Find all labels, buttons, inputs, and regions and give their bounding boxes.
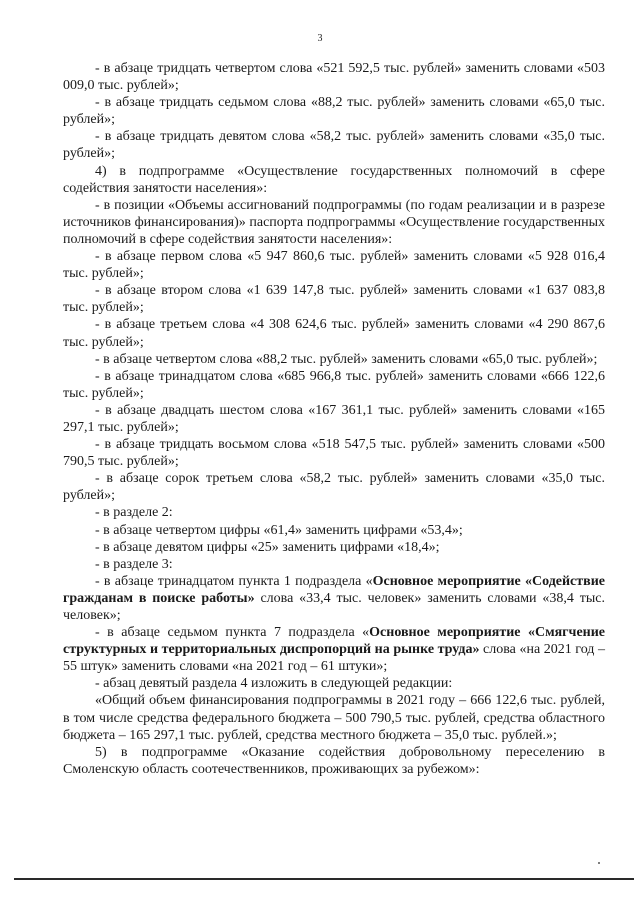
bottom-scan-edge — [14, 878, 634, 880]
paragraph-8: - в абзаце третьем слова «4 308 624,6 тыс. рублей» заменить словами «4 290 867,6 тыс. рублей»; — [63, 317, 605, 350]
paragraph-6: - в абзаце первом слова «5 947 860,6 тыс. рублей» заменить словами «5 928 016,4 тыс. рублей»; — [63, 249, 605, 282]
paragraph-1: - в абзаце тридцать четвертом слова «521 592,5 тыс. рублей» заменить словами «503 009,0 тыс. рублей»; — [63, 61, 605, 94]
paragraph-18: - в абзаце тринадцатом пункта 1 подраздела «Основное мероприятие «Содействие гражданам в поиске работы» слова «33,4 тыс. человек» заменить словами «38,4 тыс. человек»; — [63, 573, 605, 623]
paragraph-14: - в разделе 2: — [95, 505, 173, 521]
paragraph-21: «Общий объем финансирования подпрограммы в 2021 году – 666 122,6 тыс. рублей, в том числе средства федерального бюджета – 500 790,5 тыс. рублей, средства областного бюджета – 165 297,1 тыс. рублей, средства местного бюджета – 35,0 тыс. рублей.»; — [63, 693, 605, 743]
paragraph-4: 4) в подпрограмме «Осуществление государственных полномочий в сфере содействия занятости населения»: — [63, 163, 605, 196]
paragraph-10: - в абзаце тринадцатом слова «685 966,8 тыс. рублей» заменить словами «666 122,6 тыс. рублей»; — [63, 368, 605, 401]
paragraph-17: - в разделе 3: — [95, 556, 173, 572]
paragraph-16: - в абзаце девятом цифры «25» заменить цифрами «18,4»; — [95, 539, 440, 555]
paragraph-15: - в абзаце четвертом цифры «61,4» заменить цифрами «53,4»; — [95, 522, 463, 538]
paragraph-9: - в абзаце четвертом слова «88,2 тыс. рублей» заменить словами «65,0 тыс. рублей»; — [95, 351, 598, 367]
paragraph-22: 5) в подпрограмме «Оказание содействия добровольному переселению в Смоленскую область соотечественников, проживающих за рубежом»: — [63, 744, 605, 777]
paragraph-7: - в абзаце втором слова «1 639 147,8 тыс. рублей» заменить словами «1 637 083,8 тыс. рублей»; — [63, 283, 605, 316]
paragraph-3: - в абзаце тридцать девятом слова «58,2 тыс. рублей» заменить словами «35,0 тыс. рублей»; — [63, 129, 605, 162]
paragraph-19: - в абзаце седьмом пункта 7 подраздела «Основное мероприятие «Смягчение структурных и территориальных диспропорций на рынке труда» слова «на 2021 год – 55 штук» заменить словами «на 2021 год – 61 штуки»; — [63, 625, 606, 675]
paragraph-13: - в абзаце сорок третьем слова «58,2 тыс. рублей» заменить словами «35,0 тыс. рублей»; — [63, 471, 605, 504]
paragraph-5: - в позиции «Объемы ассигнований подпрограммы (по годам реализации и в разрезе источников финансирования)» паспорта подпрограммы «Осуществление государственных полномочий в сфере содействия занятости населения»: — [63, 197, 605, 247]
scan-speck — [598, 862, 600, 864]
paragraph-2: - в абзаце тридцать седьмом слова «88,2 тыс. рублей» заменить словами «65,0 тыс. рублей»; — [63, 95, 605, 128]
paragraph-12: - в абзаце тридцать восьмом слова «518 547,5 тыс. рублей» заменить словами «500 790,5 тыс. рублей»; — [63, 437, 605, 470]
bold-subsection-title: Основное мероприятие «Содействие гражданам в поиске работы» — [63, 573, 605, 606]
paragraph-20: - абзац девятый раздела 4 изложить в следующей редакции: — [95, 676, 453, 692]
document-body — [63, 60, 605, 778]
page-number: 3 — [317, 33, 323, 44]
paragraph-11: - в абзаце двадцать шестом слова «167 361,1 тыс. рублей» заменить словами «165 297,1 тыс. рублей»; — [63, 402, 605, 435]
bold-subsection-title: Основное мероприятие «Смягчение структурных и территориальных диспропорций на рынке труда» — [63, 625, 606, 658]
